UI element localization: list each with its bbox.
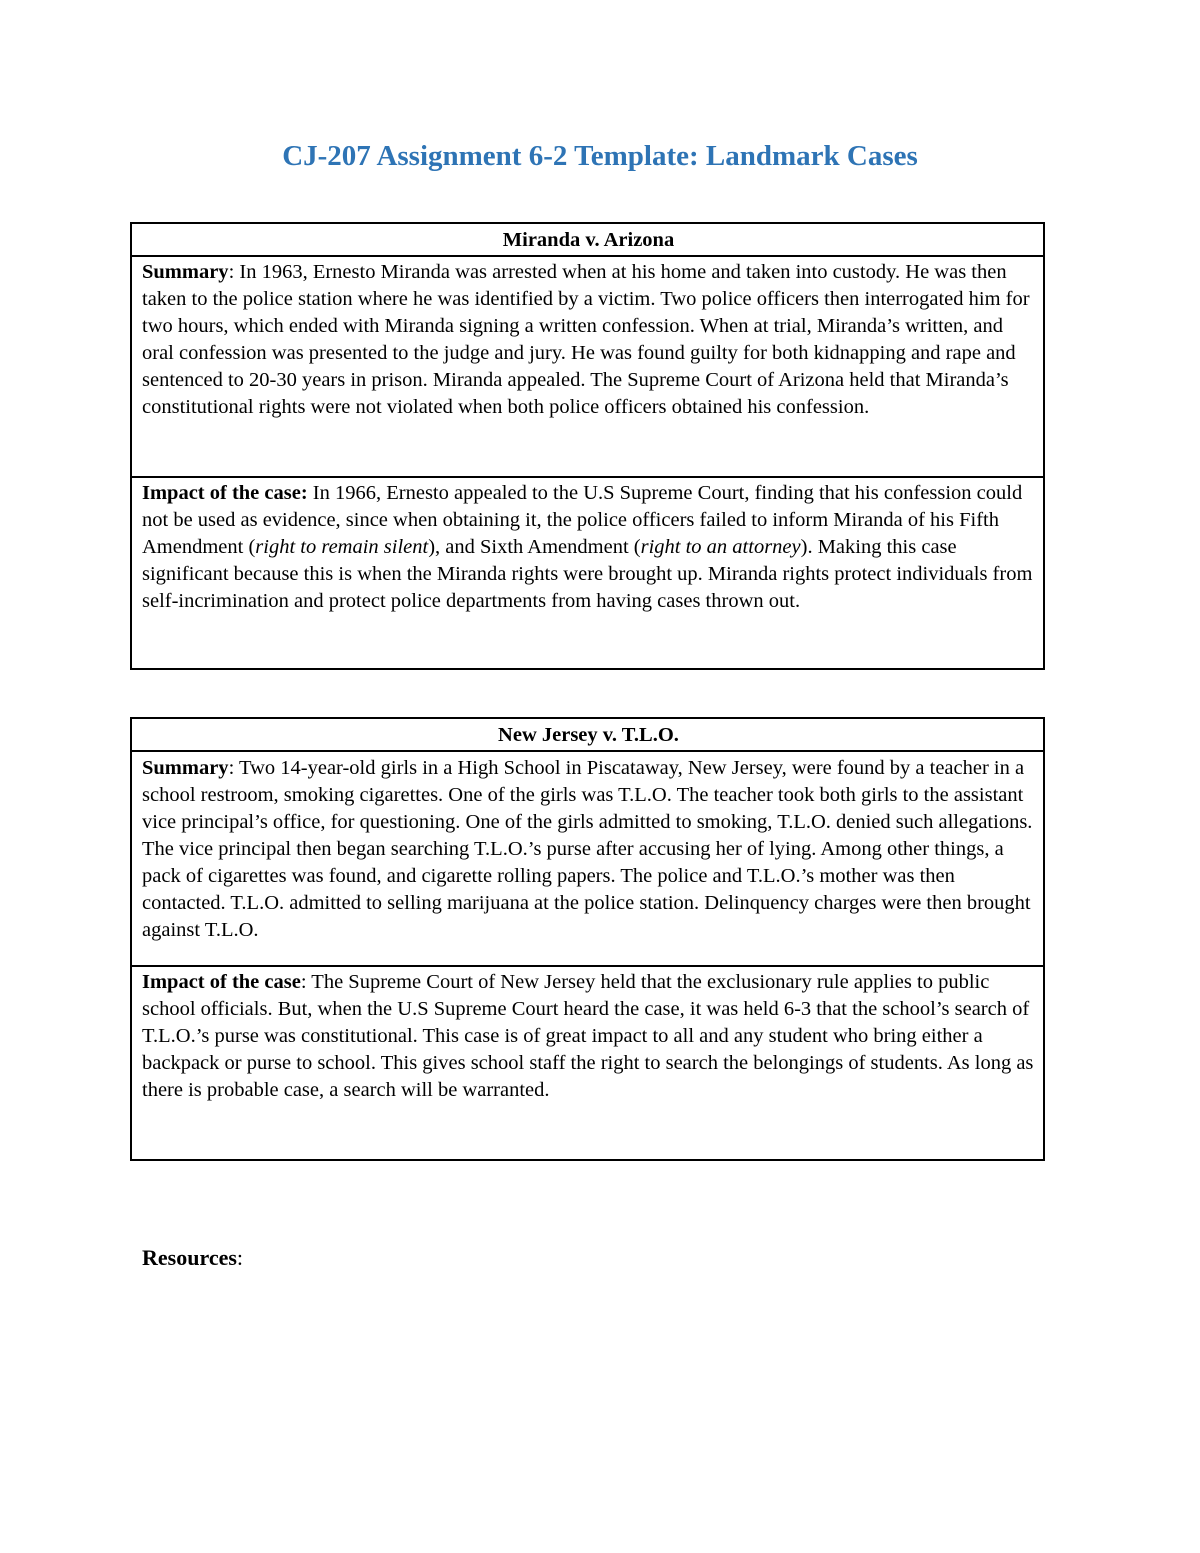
summary-label: Summary <box>142 757 229 779</box>
case-table-tlo <box>130 717 1045 1161</box>
case-name: New Jersey v. T.L.O. <box>131 718 1044 751</box>
impact-text: ), and Sixth Amendment ( <box>428 536 641 558</box>
page-title: CJ-207 Assignment 6-2 Template: Landmark Cases <box>282 140 918 172</box>
impact-text: ). Making this case significant because this is when the Miranda rights were brought up. Miranda rights protect individuals from self-incrimination and protect police departments from having cases thrown out. <box>142 536 1033 612</box>
impact-text: : The Supreme Court of New Jersey held that the exclusionary rule applies to public school officials. But, when the U.S Supreme Court heard the case, it was held 6-3 that the school’s search of T.L.O.’s purse was constitutional. This case is of great impact to all and any student who bring either a backpack or purse to school. This gives school staff the right to search the belongings of students. As long as there is probable case, a search will be warranted. <box>142 971 1034 1101</box>
impact-label: Impact of the case: <box>142 482 308 504</box>
summary-label: Summary <box>142 261 229 283</box>
case-table-miranda <box>130 222 1045 670</box>
resources-heading <box>142 1245 243 1271</box>
case-summary-cell <box>131 751 1044 966</box>
case-name: Miranda v. Arizona <box>131 223 1044 256</box>
case-impact-cell <box>131 966 1044 1160</box>
impact-italic-text: right to remain silent <box>255 536 429 558</box>
case-impact-cell <box>131 477 1044 669</box>
summary-text: : In 1963, Ernesto Miranda was arrested when at his home and taken into custody. He was then taken to the police station where he was identified by a victim. Two police officers then interrogated him for two hours, which ended with Miranda signing a written confession. When at trial, Miranda’s written, and oral confession was presented to the judge and jury. He was found guilty for both kidnapping and rape and sentenced to 20-30 years in prison. Miranda appealed. The Supreme Court of Arizona held that Miranda’s constitutional rights were not violated when both police officers obtained his confession. <box>142 261 1030 418</box>
impact-text: In 1966, Ernesto appealed to the U.S Supreme Court, finding that his confession could not be used as evidence, since when obtaining it, the police officers failed to inform Miranda of his Fifth Amendment ( <box>142 482 1023 558</box>
impact-italic-text: right to an attorney <box>640 536 801 558</box>
case-summary-cell <box>131 256 1044 477</box>
summary-text: : Two 14-year-old girls in a High School in Piscataway, New Jersey, were found by a teacher in a school restroom, smoking cigarettes. One of the girls was T.L.O. The teacher took both girls to the assistant vice principal’s office, for questioning. One of the girls admitted to smoking, T.L.O. denied such allegations. The vice principal then began searching T.L.O.’s purse after accusing her of lying. Among other things, a pack of cigarettes was found, and cigarette rolling papers. The police and T.L.O.’s mother was then contacted. T.L.O. admitted to selling marijuana at the police station. Delinquency charges were then brought against T.L.O. <box>142 757 1033 941</box>
resources-label: Resources <box>142 1245 237 1270</box>
resources-colon: : <box>236 1245 244 1270</box>
impact-label: Impact of the case <box>142 971 301 993</box>
